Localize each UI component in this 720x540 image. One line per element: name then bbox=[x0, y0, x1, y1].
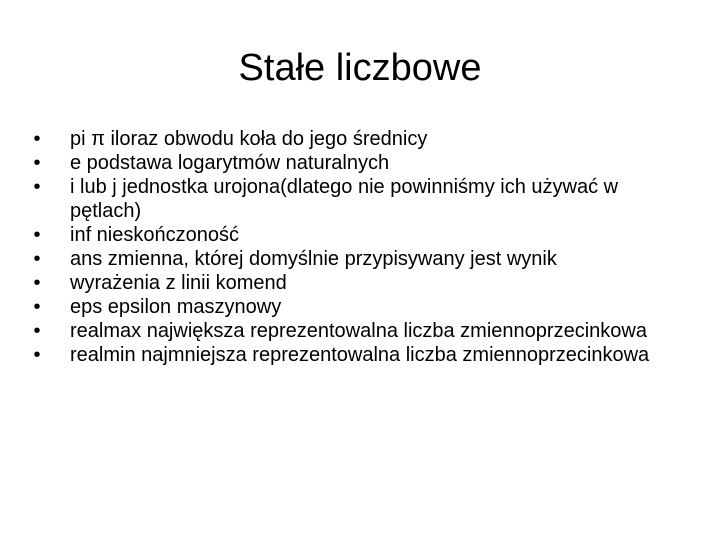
bullet-icon: • bbox=[33, 295, 41, 318]
list-item bbox=[30, 320, 670, 344]
list-item bbox=[30, 176, 670, 223]
list-item-text: inf nieskończoność bbox=[70, 223, 239, 246]
list-item bbox=[30, 152, 670, 176]
list-item-text: e podstawa logarytmów naturalnych bbox=[70, 152, 390, 174]
list-item-text: realmax największa reprezentowalna liczba zmiennoprzecinkowa bbox=[70, 319, 647, 342]
bullet-icon: • bbox=[33, 319, 41, 342]
list-item-text: wyrażenia z linii komend bbox=[70, 271, 287, 294]
bullet-icon: • bbox=[33, 152, 41, 174]
list-item bbox=[30, 296, 670, 320]
bullet-list bbox=[30, 128, 670, 368]
list-item bbox=[30, 248, 670, 272]
list-item-text: pi π iloraz obwodu koła do jego średnicy bbox=[70, 128, 428, 150]
bullet-icon: • bbox=[33, 271, 41, 294]
bullet-icon: • bbox=[33, 128, 41, 150]
bullet-icon: • bbox=[33, 247, 41, 270]
list-item-text: realmin najmniejsza reprezentowalna liczba zmiennoprzecinkowa bbox=[70, 343, 650, 366]
list-item bbox=[30, 272, 670, 296]
list-item-text: i lub j jednostka urojona(dlatego nie powinniśmy ich używać w pętlach) bbox=[70, 176, 619, 222]
list-item-text: ans zmienna, której domyślnie przypisywany jest wynik bbox=[70, 247, 557, 270]
list-item bbox=[30, 224, 670, 248]
slide-title: Stałe liczbowe bbox=[238, 47, 482, 89]
bullet-icon: • bbox=[33, 343, 41, 366]
bullet-icon: • bbox=[33, 223, 41, 246]
list-item bbox=[30, 128, 670, 152]
list-item-text: eps epsilon maszynowy bbox=[70, 295, 282, 318]
list-item bbox=[30, 344, 670, 368]
bullet-icon: • bbox=[33, 176, 41, 198]
